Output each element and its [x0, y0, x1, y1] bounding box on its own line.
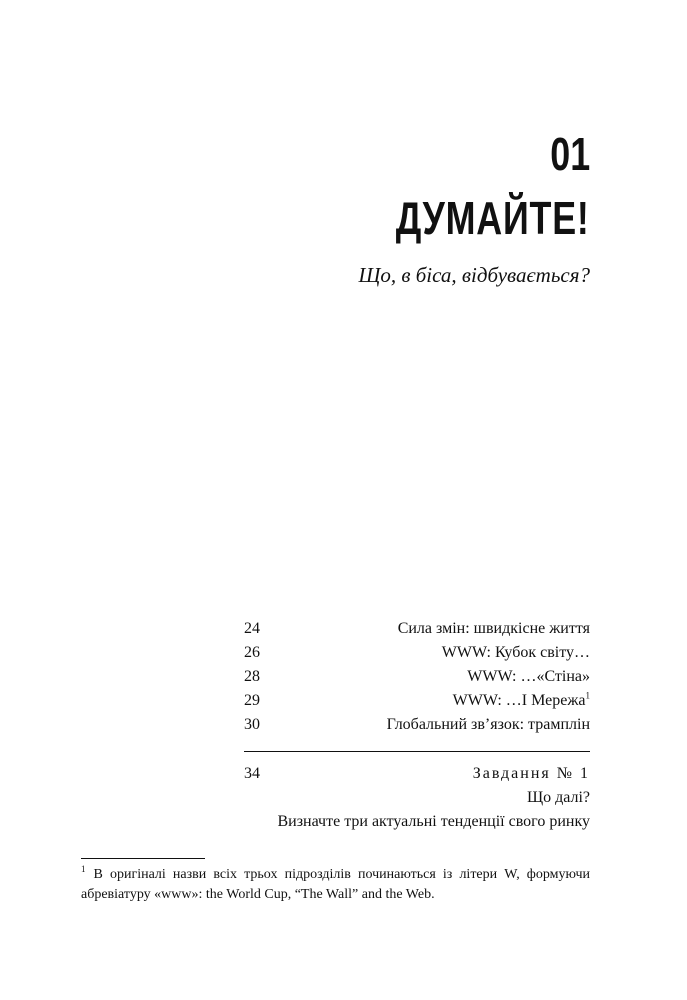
chapter-title: ДУМАЙТЕ!	[396, 192, 590, 244]
table-of-contents	[244, 617, 590, 834]
toc-divider	[244, 751, 590, 752]
toc-page-number: 34	[244, 765, 260, 782]
toc-entry	[244, 665, 590, 689]
task-subtitle: Що далі?	[526, 789, 590, 806]
task-label: Завдання № 1	[472, 765, 590, 782]
toc-task-entry	[244, 762, 590, 786]
toc-page-number: 28	[244, 668, 260, 685]
toc-entry-title: WWW: …«Стіна»	[467, 668, 590, 685]
toc-page-number: 30	[244, 716, 260, 733]
chapter-number: 01	[550, 128, 590, 180]
footnote-text: В оригіналі назви всіх трьох підрозділів починаються із літери W, формуючи абревіатуру «www»: the World Cup, “The Wall” and the Web.	[81, 867, 590, 902]
toc-page-number: 24	[244, 620, 260, 637]
footnote-divider	[81, 858, 205, 859]
footnote-reference: 1	[585, 690, 590, 701]
task-description: Визначте три актуальні тенденції свого ринку	[277, 813, 590, 830]
toc-entry-title: Сила змін: швидкісне життя	[397, 620, 590, 637]
toc-entry	[244, 617, 590, 641]
toc-entry-title: WWW: Кубок світу…	[441, 644, 590, 661]
footnote	[81, 865, 590, 905]
toc-page-number: 26	[244, 644, 260, 661]
toc-entry	[244, 689, 590, 713]
footnote-marker: 1	[81, 864, 86, 875]
chapter-subtitle: Що, в біса, відбувається?	[358, 263, 590, 287]
toc-page-number: 29	[244, 692, 260, 709]
toc-entry	[244, 713, 590, 737]
toc-entry	[244, 641, 590, 665]
toc-entry-title: WWW: …І Мережа$^1$	[452, 690, 590, 709]
toc-entry-title: Глобальний зв’язок: трамплін	[386, 716, 590, 733]
